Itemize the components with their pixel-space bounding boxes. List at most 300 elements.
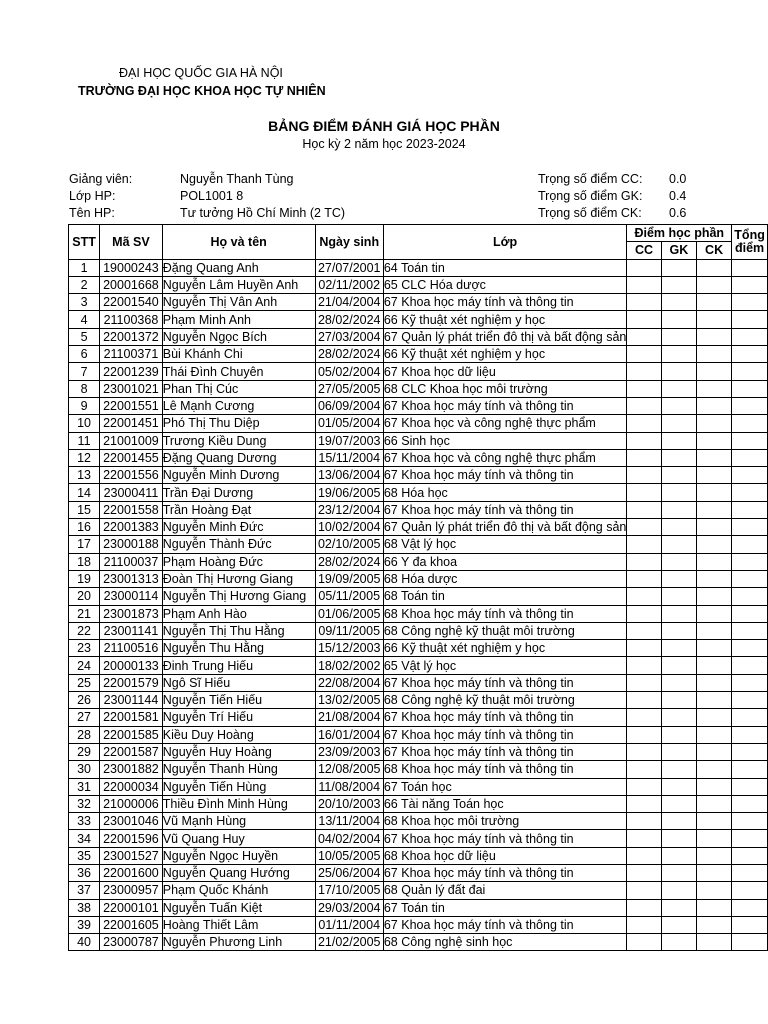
class-text: 68 CLC Khoa học môi trường xyxy=(383,381,548,396)
cell-stt: 8 xyxy=(69,380,100,397)
cell-gk xyxy=(661,467,696,484)
cell-total xyxy=(732,743,768,760)
cell-gk xyxy=(661,276,696,293)
class-text: 68 Công nghệ sinh học xyxy=(383,935,513,950)
cell-class xyxy=(383,467,627,484)
cell-student-id: 22001540 xyxy=(100,294,163,311)
cell-cc xyxy=(627,294,661,311)
class-text: 67 Khoa học máy tính và thông tin xyxy=(383,831,574,846)
cell-total xyxy=(732,397,768,414)
cell-ck xyxy=(697,311,732,328)
class-text: 67 Quản lý phát triển đô thị và bất động sản xyxy=(383,329,627,344)
cell-ck xyxy=(697,432,732,449)
cell-name: Trương Kiều Dung xyxy=(162,432,315,449)
cell-name: Nguyễn Phương Linh xyxy=(162,934,315,951)
cell-class xyxy=(383,432,627,449)
cell-class xyxy=(383,864,627,881)
cell-ck xyxy=(697,916,732,933)
cell-total xyxy=(732,726,768,743)
class-text: 67 Khoa học máy tính và thông tin xyxy=(383,727,574,742)
cell-gk xyxy=(661,674,696,691)
table-row xyxy=(69,363,768,380)
class-text: 65 CLC Hóa dược xyxy=(383,278,486,293)
cell-cc xyxy=(627,432,661,449)
cell-total xyxy=(732,570,768,587)
cell-name: Vũ Quang Huy xyxy=(162,830,315,847)
cell-dob: 28/02/2024 xyxy=(315,311,383,328)
cell-name: Nguyễn Trí Hiếu xyxy=(162,709,315,726)
table-row xyxy=(69,432,768,449)
cell-stt: 11 xyxy=(69,432,100,449)
cell-name: Nguyễn Huy Hoàng xyxy=(162,743,315,760)
cell-total xyxy=(732,674,768,691)
cell-total xyxy=(732,934,768,951)
cell-name: Phạm Anh Hào xyxy=(162,605,315,622)
class-text: 68 Công nghệ kỹ thuật môi trường xyxy=(383,693,575,708)
cell-stt: 13 xyxy=(69,467,100,484)
cell-student-id: 22001551 xyxy=(100,397,163,414)
class-text: 67 Khoa học máy tính và thông tin xyxy=(383,468,574,483)
cell-dob: 10/02/2004 xyxy=(315,519,383,536)
cell-ck xyxy=(697,570,732,587)
cell-name: Phan Thị Cúc xyxy=(162,380,315,397)
cell-student-id: 22000101 xyxy=(100,899,163,916)
cell-ck xyxy=(697,934,732,951)
cell-cc xyxy=(627,467,661,484)
cell-ck xyxy=(697,813,732,830)
cell-cc xyxy=(627,501,661,518)
cell-stt: 29 xyxy=(69,743,100,760)
class-text: 68 Toán tin xyxy=(383,589,445,604)
table-row xyxy=(69,882,768,899)
cell-cc xyxy=(627,813,661,830)
cell-dob: 20/10/2003 xyxy=(315,795,383,812)
cell-dob: 02/11/2002 xyxy=(315,276,383,293)
cell-gk xyxy=(661,553,696,570)
table-row xyxy=(69,328,768,345)
cell-class xyxy=(383,380,627,397)
cell-gk xyxy=(661,761,696,778)
table-row xyxy=(69,847,768,864)
class-text: 66 Sinh học xyxy=(383,433,450,448)
cell-name: Đoàn Thị Hương Giang xyxy=(162,570,315,587)
cell-name: Nguyễn Ngọc Bích xyxy=(162,328,315,345)
cell-stt: 37 xyxy=(69,882,100,899)
cell-gk xyxy=(661,501,696,518)
cell-name: Nguyễn Tiến Hùng xyxy=(162,778,315,795)
cell-name: Nguyễn Quang Hướng xyxy=(162,864,315,881)
cell-name: Nguyễn Thị Vân Anh xyxy=(162,294,315,311)
cell-student-id: 21000006 xyxy=(100,795,163,812)
cell-stt: 32 xyxy=(69,795,100,812)
cell-name: Nguyễn Thanh Hùng xyxy=(162,761,315,778)
table-row xyxy=(69,311,768,328)
cell-name: Trần Hoàng Đạt xyxy=(162,501,315,518)
cell-gk xyxy=(661,657,696,674)
cell-ck xyxy=(697,726,732,743)
cell-ck xyxy=(697,622,732,639)
cell-stt: 26 xyxy=(69,692,100,709)
cell-name: Nguyễn Thành Đức xyxy=(162,536,315,553)
class-text: 67 Khoa học và công nghệ thực phẩm xyxy=(383,451,596,465)
class-text: 67 Toán học xyxy=(383,779,452,794)
class-text: 66 Y đa khoa xyxy=(383,554,458,569)
table-row xyxy=(69,605,768,622)
cell-cc xyxy=(627,640,661,657)
header-class: Lớp xyxy=(383,225,627,260)
cell-cc xyxy=(627,657,661,674)
class-text: 68 Khoa học máy tính và thông tin xyxy=(383,762,574,777)
cell-class xyxy=(383,778,627,795)
cell-name: Thiều Đình Minh Hùng xyxy=(162,795,315,812)
cell-stt: 34 xyxy=(69,830,100,847)
cell-gk xyxy=(661,847,696,864)
semester-subtitle: Học kỳ 2 năm học 2023-2024 xyxy=(302,137,466,151)
cell-gk xyxy=(661,813,696,830)
lecturer-label: Giảng viên: xyxy=(69,172,133,186)
cell-name: Nguyễn Minh Dương xyxy=(162,467,315,484)
class-text: 68 Khoa học máy tính và thông tin xyxy=(383,606,574,621)
cell-stt: 5 xyxy=(69,328,100,345)
table-row xyxy=(69,346,768,363)
cell-gk xyxy=(661,605,696,622)
cell-gk xyxy=(661,432,696,449)
class-text: 67 Khoa học máy tính và thông tin xyxy=(383,399,574,414)
cell-stt: 9 xyxy=(69,397,100,414)
class-value: POL1001 8 xyxy=(180,189,244,203)
cell-dob: 12/08/2005 xyxy=(315,761,383,778)
cell-total xyxy=(732,709,768,726)
cell-stt: 25 xyxy=(69,674,100,691)
table-row xyxy=(69,934,768,951)
weight-cc-label: Trọng số điểm CC: xyxy=(538,172,643,186)
cell-name: Vũ Mạnh Hùng xyxy=(162,813,315,830)
table-row xyxy=(69,501,768,518)
grades-table xyxy=(68,224,768,951)
cell-student-id: 22001581 xyxy=(100,709,163,726)
cell-total xyxy=(732,795,768,812)
cell-ck xyxy=(697,553,732,570)
cell-gk xyxy=(661,363,696,380)
cell-dob: 18/02/2002 xyxy=(315,657,383,674)
cell-student-id: 20001668 xyxy=(100,276,163,293)
cell-class xyxy=(383,882,627,899)
cell-ck xyxy=(697,743,732,760)
cell-student-id: 23001313 xyxy=(100,570,163,587)
cell-cc xyxy=(627,674,661,691)
cell-ck xyxy=(697,847,732,864)
table-row xyxy=(69,536,768,553)
cell-dob: 21/08/2004 xyxy=(315,709,383,726)
cell-dob: 19/07/2003 xyxy=(315,432,383,449)
cell-class xyxy=(383,640,627,657)
cell-name: Nguyễn Minh Đức xyxy=(162,519,315,536)
cell-gk xyxy=(661,692,696,709)
cell-cc xyxy=(627,622,661,639)
table-row xyxy=(69,864,768,881)
class-text: 64 Toán tin xyxy=(383,260,445,275)
cell-dob: 16/01/2004 xyxy=(315,726,383,743)
cell-total xyxy=(732,761,768,778)
cell-cc xyxy=(627,882,661,899)
table-row xyxy=(69,726,768,743)
table-row xyxy=(69,830,768,847)
cell-gk xyxy=(661,294,696,311)
table-row xyxy=(69,813,768,830)
cell-total xyxy=(732,899,768,916)
cell-dob: 27/07/2001 xyxy=(315,259,383,276)
cell-student-id: 21001009 xyxy=(100,432,163,449)
cell-cc xyxy=(627,519,661,536)
table-row xyxy=(69,916,768,933)
course-label: Tên HP: xyxy=(69,206,115,220)
cell-student-id: 23001882 xyxy=(100,761,163,778)
cell-cc xyxy=(627,346,661,363)
cell-name: Phó Thị Thu Diệp xyxy=(162,415,315,432)
cell-dob: 28/02/2024 xyxy=(315,553,383,570)
cell-class xyxy=(383,899,627,916)
class-text: 68 Khoa học môi trường xyxy=(383,814,520,829)
page-title: BẢNG ĐIỂM ĐÁNH GIÁ HỌC PHẦN xyxy=(268,118,500,134)
cell-gk xyxy=(661,415,696,432)
cell-class xyxy=(383,743,627,760)
cell-name: Lê Mạnh Cương xyxy=(162,397,315,414)
cell-total xyxy=(732,467,768,484)
cell-student-id: 22001605 xyxy=(100,916,163,933)
table-row xyxy=(69,657,768,674)
class-label: Lớp HP: xyxy=(69,189,116,203)
cell-total xyxy=(732,847,768,864)
cell-class xyxy=(383,692,627,709)
table-row xyxy=(69,899,768,916)
cell-student-id: 21100371 xyxy=(100,346,163,363)
table-row xyxy=(69,259,768,276)
cell-student-id: 23000411 xyxy=(100,484,163,501)
cell-name: Trần Đại Dương xyxy=(162,484,315,501)
cell-class xyxy=(383,276,627,293)
table-row xyxy=(69,519,768,536)
cell-ck xyxy=(697,640,732,657)
cell-total xyxy=(732,778,768,795)
cell-ck xyxy=(697,294,732,311)
cell-dob: 02/10/2005 xyxy=(315,536,383,553)
class-text: 67 Quản lý phát triển đô thị và bất động sản xyxy=(383,520,627,535)
cell-gk xyxy=(661,882,696,899)
cell-total xyxy=(732,830,768,847)
cell-class xyxy=(383,934,627,951)
cell-dob: 13/02/2005 xyxy=(315,692,383,709)
cell-ck xyxy=(697,830,732,847)
cell-class xyxy=(383,726,627,743)
university-name: ĐẠI HỌC QUỐC GIA HÀ NỘI xyxy=(119,66,283,80)
cell-student-id: 23001527 xyxy=(100,847,163,864)
cell-cc xyxy=(627,847,661,864)
class-text: 68 Hóa dược xyxy=(383,572,458,587)
cell-gk xyxy=(661,536,696,553)
cell-cc xyxy=(627,726,661,743)
cell-stt: 23 xyxy=(69,640,100,657)
class-text: 67 Khoa học máy tính và thông tin xyxy=(383,918,574,933)
cell-dob: 04/02/2004 xyxy=(315,830,383,847)
table-row xyxy=(69,570,768,587)
cell-class xyxy=(383,570,627,587)
cell-student-id: 22001239 xyxy=(100,363,163,380)
cell-class xyxy=(383,830,627,847)
cell-gk xyxy=(661,380,696,397)
weight-gk-label: Trọng số điểm GK: xyxy=(538,189,643,203)
cell-ck xyxy=(697,709,732,726)
header-stt: STT xyxy=(69,225,100,260)
cell-gk xyxy=(661,311,696,328)
cell-student-id: 22001600 xyxy=(100,864,163,881)
cell-cc xyxy=(627,553,661,570)
cell-ck xyxy=(697,899,732,916)
cell-name: Đinh Trung Hiếu xyxy=(162,657,315,674)
cell-dob: 27/03/2004 xyxy=(315,328,383,345)
cell-stt: 4 xyxy=(69,311,100,328)
cell-ck xyxy=(697,415,732,432)
class-text: 68 Vật lý học xyxy=(383,537,457,552)
cell-ck xyxy=(697,657,732,674)
cell-stt: 19 xyxy=(69,570,100,587)
cell-cc xyxy=(627,692,661,709)
cell-total xyxy=(732,432,768,449)
cell-cc xyxy=(627,761,661,778)
cell-ck xyxy=(697,484,732,501)
cell-name: Phạm Hoàng Đức xyxy=(162,553,315,570)
cell-ck xyxy=(697,363,732,380)
cell-name: Hoàng Thiết Lâm xyxy=(162,916,315,933)
cell-name: Thái Đình Chuyên xyxy=(162,363,315,380)
cell-ck xyxy=(697,588,732,605)
cell-student-id: 22001556 xyxy=(100,467,163,484)
cell-gk xyxy=(661,830,696,847)
cell-cc xyxy=(627,415,661,432)
cell-name: Nguyễn Ngọc Huyền xyxy=(162,847,315,864)
cell-dob: 28/02/2024 xyxy=(315,346,383,363)
cell-cc xyxy=(627,536,661,553)
cell-cc xyxy=(627,778,661,795)
cell-gk xyxy=(661,484,696,501)
cell-ck xyxy=(697,328,732,345)
cell-stt: 36 xyxy=(69,864,100,881)
cell-cc xyxy=(627,363,661,380)
table-row xyxy=(69,588,768,605)
cell-gk xyxy=(661,640,696,657)
cell-ck xyxy=(697,882,732,899)
cell-class xyxy=(383,536,627,553)
cell-stt: 1 xyxy=(69,259,100,276)
cell-ck xyxy=(697,259,732,276)
cell-dob: 13/06/2004 xyxy=(315,467,383,484)
cell-student-id: 22001383 xyxy=(100,519,163,536)
cell-class xyxy=(383,346,627,363)
cell-ck xyxy=(697,467,732,484)
cell-cc xyxy=(627,380,661,397)
cell-student-id: 22001596 xyxy=(100,830,163,847)
cell-name: Nguyễn Lâm Huyền Anh xyxy=(162,276,315,293)
cell-cc xyxy=(627,259,661,276)
class-text: 67 Khoa học và công nghệ thực phẩm xyxy=(383,416,596,431)
class-text: 66 Tài năng Toán học xyxy=(383,796,504,811)
class-text: 67 Khoa học máy tính và thông tin xyxy=(383,295,574,310)
cell-student-id: 19000243 xyxy=(100,259,163,276)
cell-student-id: 23001873 xyxy=(100,605,163,622)
cell-total xyxy=(732,916,768,933)
cell-gk xyxy=(661,709,696,726)
cell-cc xyxy=(627,899,661,916)
table-row xyxy=(69,449,768,466)
cell-total xyxy=(732,449,768,466)
cell-ck xyxy=(697,519,732,536)
class-text: 66 Kỹ thuật xét nghiệm y học xyxy=(383,312,546,327)
cell-stt: 30 xyxy=(69,761,100,778)
class-text: 68 Công nghệ kỹ thuật môi trường xyxy=(383,623,575,638)
cell-class xyxy=(383,795,627,812)
cell-class xyxy=(383,674,627,691)
cell-student-id: 23000114 xyxy=(100,588,163,605)
cell-student-id: 21100037 xyxy=(100,553,163,570)
cell-name: Phạm Quốc Khánh xyxy=(162,882,315,899)
cell-dob: 19/09/2005 xyxy=(315,570,383,587)
cell-dob: 23/12/2004 xyxy=(315,501,383,518)
header-gk: GK xyxy=(661,242,696,259)
cell-stt: 31 xyxy=(69,778,100,795)
cell-total xyxy=(732,864,768,881)
cell-dob: 09/11/2005 xyxy=(315,622,383,639)
cell-student-id: 22001587 xyxy=(100,743,163,760)
cell-gk xyxy=(661,916,696,933)
table-row xyxy=(69,397,768,414)
cell-dob: 15/11/2004 xyxy=(315,449,383,466)
cell-gk xyxy=(661,570,696,587)
class-text: 66 Kỹ thuật xét nghiệm y học xyxy=(383,641,546,656)
cell-stt: 27 xyxy=(69,709,100,726)
cell-gk xyxy=(661,328,696,345)
cell-dob: 15/12/2003 xyxy=(315,640,383,657)
cell-dob: 05/11/2005 xyxy=(315,588,383,605)
cell-ck xyxy=(697,795,732,812)
class-text: 67 Khoa học máy tính và thông tin xyxy=(383,675,574,690)
table-row xyxy=(69,294,768,311)
cell-gk xyxy=(661,622,696,639)
cell-total xyxy=(732,622,768,639)
cell-gk xyxy=(661,899,696,916)
cell-ck xyxy=(697,380,732,397)
cell-ck xyxy=(697,276,732,293)
cell-class xyxy=(383,519,627,536)
cell-stt: 35 xyxy=(69,847,100,864)
cell-cc xyxy=(627,570,661,587)
cell-cc xyxy=(627,830,661,847)
cell-total xyxy=(732,657,768,674)
cell-total xyxy=(732,484,768,501)
cell-total xyxy=(732,276,768,293)
cell-gk xyxy=(661,743,696,760)
cell-stt: 24 xyxy=(69,657,100,674)
header-total: Tổng điểm xyxy=(732,225,768,260)
table-row xyxy=(69,276,768,293)
cell-student-id: 22001455 xyxy=(100,449,163,466)
cell-dob: 01/11/2004 xyxy=(315,916,383,933)
cell-stt: 10 xyxy=(69,415,100,432)
cell-class xyxy=(383,294,627,311)
class-text: 68 Khoa học dữ liệu xyxy=(383,848,496,863)
table-row xyxy=(69,467,768,484)
cell-ck xyxy=(697,864,732,881)
cell-dob: 25/06/2004 xyxy=(315,864,383,881)
cell-student-id: 23000957 xyxy=(100,882,163,899)
